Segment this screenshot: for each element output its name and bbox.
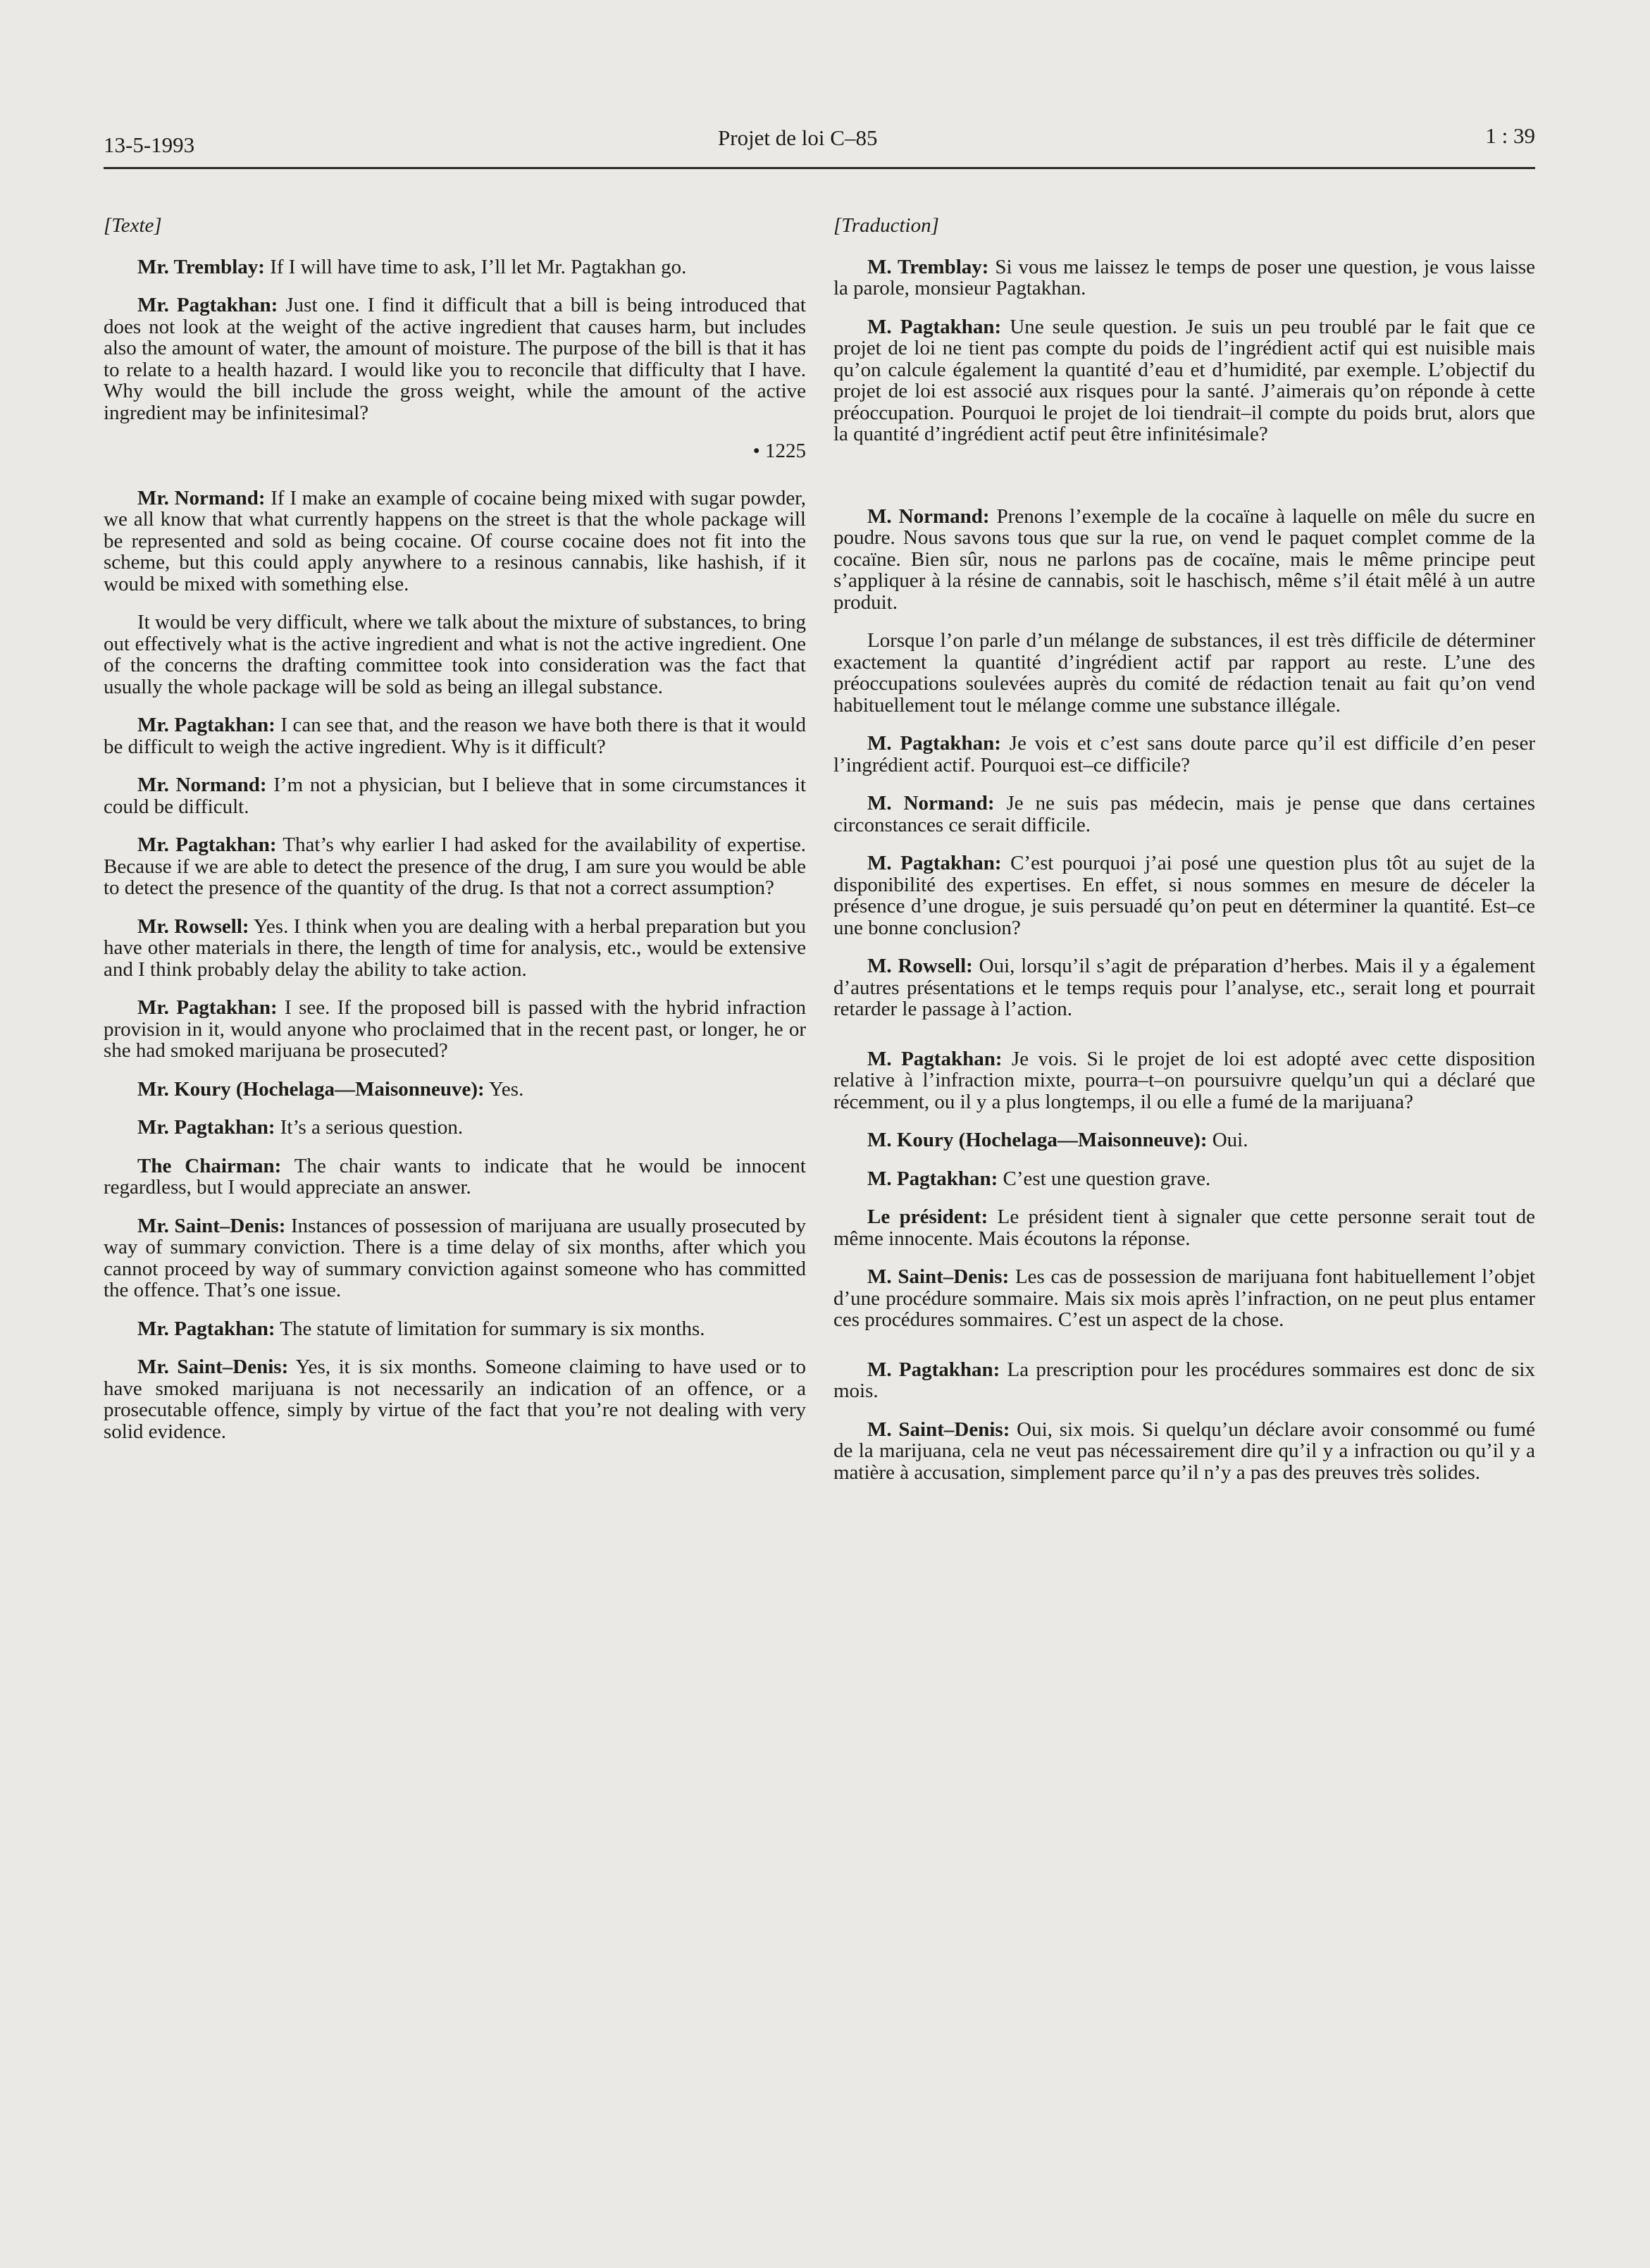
- paragraph: [104, 1155, 806, 1198]
- speaker: Mr. Saint–Denis:: [137, 1356, 289, 1378]
- speech: C’est pourquoi j’ai posé une question plus tôt au sujet de la disponibilité des expertises. En effet, si nous sommes en mesure de déceler la présence d’une drogue, je suis persuadé qu’on peut en déterminer la quantité. Est–ce une bonne conclusion?: [833, 852, 1535, 939]
- speaker: M. Normand:: [867, 504, 990, 528]
- paragraph: [104, 834, 806, 899]
- speech: I see. If the proposed bill is passed with the hybrid infraction provision in it, would anyone who proclaimed that in the recent past, or longer, he or she had smoked marijuana be prosecuted?: [104, 996, 806, 1062]
- speaker: Mr. Tremblay:: [137, 255, 265, 278]
- paragraph: [104, 612, 806, 698]
- speaker: Mr. Pagtakhan:: [137, 294, 278, 316]
- paragraph: [104, 1079, 806, 1101]
- speaker: Mr. Rowsell:: [137, 915, 249, 938]
- speech: Instances of possession of marijuana are usually prosecuted by way of summary conviction. There is a time delay of six months, after which you cannot proceed by way of summary conviction against someone who has committed the offence. That’s one issue.: [104, 1214, 806, 1301]
- speaker: Mr. Normand:: [137, 774, 267, 796]
- paragraph: [833, 256, 1535, 299]
- speaker: Mr. Pagtakhan:: [137, 714, 275, 736]
- header-rule: [104, 167, 1535, 169]
- speech: Oui, six mois. Si quelqu’un déclare avoir consommé ou fumé de la marijuana, cela ne veut pas nécessairement dire qu’il y a infraction ou qu’il y a matière à accusation, simplement parce qu’il n’y a pas des preuves très solides.: [833, 1418, 1535, 1484]
- paragraph: [104, 1117, 806, 1139]
- speaker: Le président:: [867, 1206, 988, 1228]
- paragraph: [833, 1168, 1535, 1190]
- english-column: [104, 215, 806, 1459]
- speech: The chair wants to indicate that he would be innocent regardless, but I would appreciate an answer.: [104, 1154, 806, 1198]
- paragraph: [104, 1215, 806, 1301]
- spacer: [833, 1037, 1535, 1048]
- speech: Je vois. Si le projet de loi est adopté avec cette disposition relative à l’infraction mixte, pourra–t–on poursuivre quelqu’un qui a déclaré que récemment, ou il y a plus longtemps, il ou elle a fumé de la marijuana?: [833, 1047, 1535, 1113]
- paragraph: [104, 714, 806, 757]
- paragraph: [104, 774, 806, 817]
- speaker: Mr. Normand:: [137, 486, 266, 509]
- speaker: M. Pagtakhan:: [867, 1167, 998, 1190]
- speaker: M. Tremblay:: [867, 255, 989, 278]
- speech: C’est une question grave.: [998, 1167, 1211, 1190]
- speech: Yes. I think when you are dealing with a herbal preparation but you have other materials in there, the length of time for analysis, etc., would be extensive and I think probably delay the ability to take action.: [104, 915, 807, 981]
- speech: Je vois et c’est sans doute parce qu’il est difficile d’en peser l’ingrédient actif. Pourquoi est–ce difficile?: [833, 732, 1535, 776]
- speech: That’s why earlier I had asked for the availability of expertise. Because if we are able to detect the presence of the drug, I am sure you would be able to detect the presence of the quantity of the drug. Is that not a correct assumption?: [104, 834, 806, 899]
- speaker: M. Pagtakhan:: [867, 732, 1001, 755]
- speech: Oui, lorsqu’il s’agit de préparation d’herbes. Mais il y a également d’autres présentations et le temps requis pour l’analyse, etc., serait long et pourrait retarder le passage à l’action.: [833, 955, 1535, 1020]
- speech: Les cas de possession de marijuana font habituellement l’objet d’une procédure sommaire. Mais six mois après l’infraction, on ne peut plus entamer ces procédures sommaires. C’est un aspect de la chose.: [833, 1265, 1535, 1331]
- speech: Je ne suis pas médecin, mais je pense que dans certaines circonstances ce serait difficile.: [833, 792, 1535, 836]
- speech: If I will have time to ask, I’ll let Mr. Pagtakhan go.: [264, 255, 687, 278]
- page-header: [104, 125, 1535, 168]
- speaker: M. Normand:: [867, 792, 995, 814]
- french-column: [833, 215, 1535, 1500]
- paragraph: [104, 1356, 806, 1442]
- speech: Oui.: [1207, 1129, 1248, 1151]
- speech: Une seule question. Je suis un peu troublé par le fait que ce projet de loi ne tient pas compte du poids de l’ingrédient actif qui est nuisible mais qu’on calcule également la quantité d’eau et d’humidité, par exemple. L’objectif du projet de loi est associé aux risques pour la santé. J’aimerais qu’on réponde à cette préoccupation. Pourquoi le projet de loi tiendrait–il compte du poids brut, alors que la quantité d’ingrédient actif peut être infinitésimale?: [833, 315, 1535, 445]
- spacer: [833, 1348, 1535, 1359]
- paragraph: [104, 916, 806, 981]
- paragraph: [833, 733, 1535, 776]
- speaker: Mr. Pagtakhan:: [137, 1317, 275, 1340]
- paragraph: [833, 1359, 1535, 1402]
- speaker: M. Saint–Denis:: [867, 1418, 1010, 1441]
- speech: Prenons l’exemple de la cocaïne à laquelle on mêle du sucre en poudre. Nous savons tous que sur la rue, on vend le paquet complet comme de la cocaïne. Bien sûr, nous ne parlons pas de cocaïne, mais le même principe peut s’appliquer à la résine de cannabis, soit le haschisch, même s’il était mêlé à un autre produit.: [833, 504, 1535, 614]
- paragraph: [104, 1318, 806, 1340]
- paragraph: [833, 955, 1535, 1020]
- paragraph: [104, 256, 806, 278]
- speech: Just one. I find it difficult that a bill is being introduced that does not look at the weight of the active ingredient that causes harm, but includes also the amount of water, the amount of moisture. The purpose of the bill is that it has to relate to a health hazard. I would like you to reconcile that difficulty that I have. Why would the bill include the gross weight, while the amount of the active ingredient may be infinitesimal?: [104, 294, 806, 424]
- header-title: Projet de loi C–85: [718, 125, 878, 150]
- speech: I can see that, and the reason we have both there is that it would be difficult to weigh the active ingredient. Why is it difficult?: [104, 714, 806, 758]
- speaker: Mr. Koury (Hochelaga—Maisonneuve):: [137, 1077, 485, 1101]
- paragraph: [104, 488, 806, 595]
- speech: It would be very difficult, where we talk about the mixture of substances, to bring out effectively what is the active ingredient and what is not the active ingredient. One of the concerns the drafting committee took into consideration was the fact that usually the whole package will be sold as being an illegal substance.: [104, 611, 806, 698]
- speech: If I make an example of cocaine being mixed with sugar powder, we all know that what currently happens on the street is that the whole package will be represented and sold as being cocaine. Of course cocaine does not fit into the scheme, but this could apply anywhere to a resinous cannabis, like hashish, if it would be mixed with something else.: [104, 486, 807, 595]
- time-marker: • 1225: [752, 440, 806, 462]
- paragraph: [104, 295, 806, 423]
- speaker: M. Koury (Hochelaga—Maisonneuve):: [867, 1129, 1208, 1151]
- speech: The statute of limitation for summary is six months.: [275, 1317, 705, 1340]
- speech: La prescription pour les procédures sommaires est donc de six mois.: [833, 1358, 1535, 1402]
- paragraph: [833, 1419, 1535, 1484]
- speech: Yes, it is six months. Someone claiming to have used or to have smoked marijuana is not necessarily an indication of an offence, or a prosecutable offence, simply by virtue of the fact that you’re not dealing with very solid evidence.: [104, 1356, 806, 1443]
- header-page-number: 1 : 39: [1485, 123, 1535, 148]
- paragraph: [833, 316, 1535, 445]
- column-tag: [Texte]: [104, 214, 162, 237]
- header-date: 13-5-1993: [104, 132, 195, 157]
- speaker: Mr. Pagtakhan:: [137, 996, 278, 1019]
- paragraph: [833, 1206, 1535, 1249]
- speaker: Mr. Saint–Denis:: [137, 1214, 286, 1237]
- speech: It’s a serious question.: [275, 1116, 464, 1139]
- paragraph: [833, 630, 1535, 716]
- speaker: M. Saint–Denis:: [867, 1265, 1010, 1288]
- speaker: Mr. Pagtakhan:: [137, 834, 277, 856]
- spacer: [833, 462, 1535, 506]
- speaker: M. Pagtakhan:: [867, 1047, 1003, 1070]
- paragraph: [833, 793, 1535, 836]
- speaker: M. Pagtakhan:: [867, 1358, 1000, 1381]
- speaker: The Chairman:: [137, 1154, 282, 1177]
- speaker: M. Pagtakhan:: [867, 315, 1002, 338]
- paragraph: [833, 1266, 1535, 1331]
- speech: Si vous me laissez le temps de poser une question, je vous laisse la parole, monsieur Pagtakhan.: [833, 255, 1536, 299]
- paragraph: [833, 1048, 1535, 1113]
- paragraph: [833, 1129, 1535, 1151]
- speech: Lorsque l’on parle d’un mélange de substances, il est très difficile de déterminer exactement la quantité d’ingrédient actif par rapport au reste. L’une des préoccupations soulevées auprès du comité de rédaction tenait au fait qu’on vend habituellement tout le mélange comme une substance illégale.: [833, 629, 1535, 717]
- paragraph: [833, 853, 1535, 938]
- paragraph: [104, 997, 806, 1062]
- speech: I’m not a physician, but I believe that in some circumstances it could be difficult.: [104, 774, 806, 818]
- paragraph: [833, 506, 1535, 614]
- speech: Le président tient à signaler que cette personne serait tout de même innocente. Mais écoutons la réponse.: [833, 1206, 1535, 1250]
- speech: Yes.: [484, 1077, 524, 1101]
- speaker: M. Pagtakhan:: [867, 852, 1002, 874]
- speaker: Mr. Pagtakhan:: [137, 1116, 275, 1139]
- speaker: M. Rowsell:: [867, 955, 973, 977]
- column-tag: [Traduction]: [833, 214, 939, 237]
